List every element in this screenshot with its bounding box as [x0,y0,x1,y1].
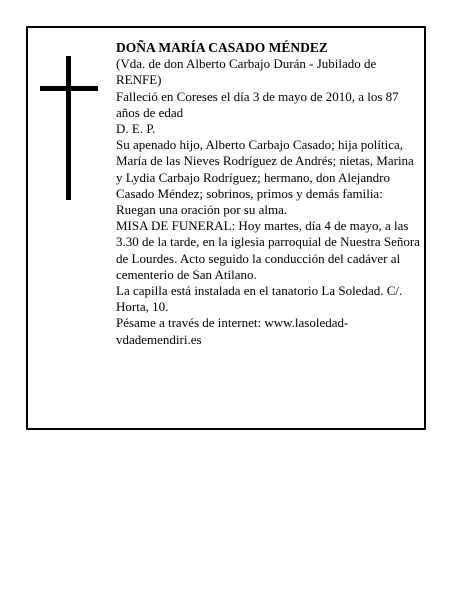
widow-note: (Vda. de don Alberto Carbajo Durán - Jubilado de RENFE) [116,56,377,88]
cross-vertical-bar [66,56,71,200]
notice-text-block [116,40,422,348]
deceased-name: DOÑA MARÍA CASADO MÉNDEZ [116,40,328,55]
chapel-location: La capilla está instalada en el tanatorio La Soledad. C/. Horta, 10. [116,283,403,315]
funeral-mass-info: MISA DE FUNERAL: Hoy martes, día 4 de mayo, a las 3.30 de la tarde, en la iglesia parroquial de Nuestra Señora de Lourdes. Acto seguido la conducción del cadáver al cementerio de San Atilano. [116,218,420,282]
cross-icon [40,56,98,200]
online-condolences: Pésame a través de internet: www.lasoledad-vdademendiri.es [116,315,349,347]
obituary-notice [26,26,426,430]
family-list: Su apenado hijo, Alberto Carbajo Casado; hija política, María de las Nieves Rodríguez de Andrés; nietas, Marina y Lydia Carbajo Rodríguez; hermano, don Alejandro Casado Méndez; sobrinos, primos y demás familia: [116,137,414,201]
death-date-line: Falleció en Coreses el día 3 de mayo de 2010, a los 87 años de edad [116,88,399,120]
prayer-request: Ruegan una oración por su alma. [116,202,288,218]
cross-horizontal-bar [40,86,98,91]
rip-line: D. E. P. [116,121,156,137]
